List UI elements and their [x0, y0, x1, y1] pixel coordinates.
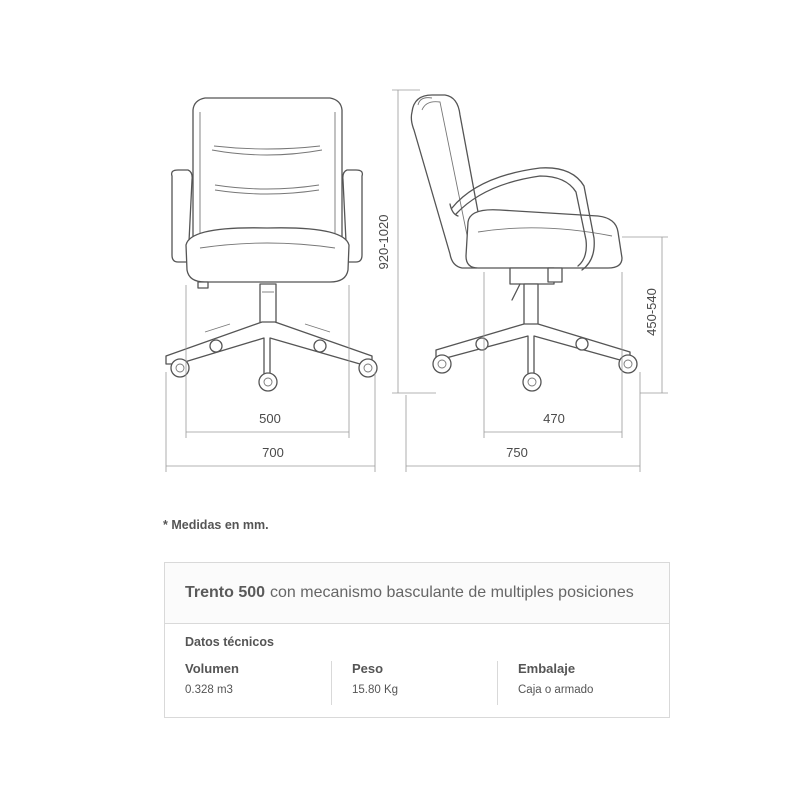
- spec-label: Volumen: [185, 661, 239, 676]
- side-seat-depth-label: 470: [543, 411, 565, 426]
- spec-table: [164, 562, 670, 718]
- spec-header: [165, 563, 669, 624]
- spec-label: Peso: [352, 661, 384, 676]
- front-view-chair: [166, 98, 377, 391]
- spec-column-peso: [331, 661, 497, 705]
- spec-column-embalaje: [497, 661, 663, 705]
- front-total-width-label: 700: [262, 445, 284, 460]
- spec-value: Caja o armado: [518, 684, 594, 696]
- spec-value: 15.80 Kg: [352, 684, 399, 696]
- spec-columns: [165, 661, 669, 705]
- total-height-label: 920-1020: [376, 214, 391, 270]
- front-seat-width-label: 500: [259, 411, 281, 426]
- side-view-chair: [411, 95, 637, 391]
- seat-height-label: 450-540: [644, 288, 659, 336]
- model-name: Trento 500: [185, 584, 266, 601]
- side-total-depth-label: 750: [506, 445, 528, 460]
- spec-column-volumen: [165, 661, 331, 705]
- spec-label: Embalaje: [518, 661, 576, 676]
- spec-value: 0.328 m3: [185, 684, 233, 696]
- model-description: con mecanismo basculante de multiples posiciones: [270, 584, 634, 601]
- measurement-note: * Medidas en mm.: [163, 518, 269, 532]
- section-title: Datos técnicos: [185, 635, 274, 649]
